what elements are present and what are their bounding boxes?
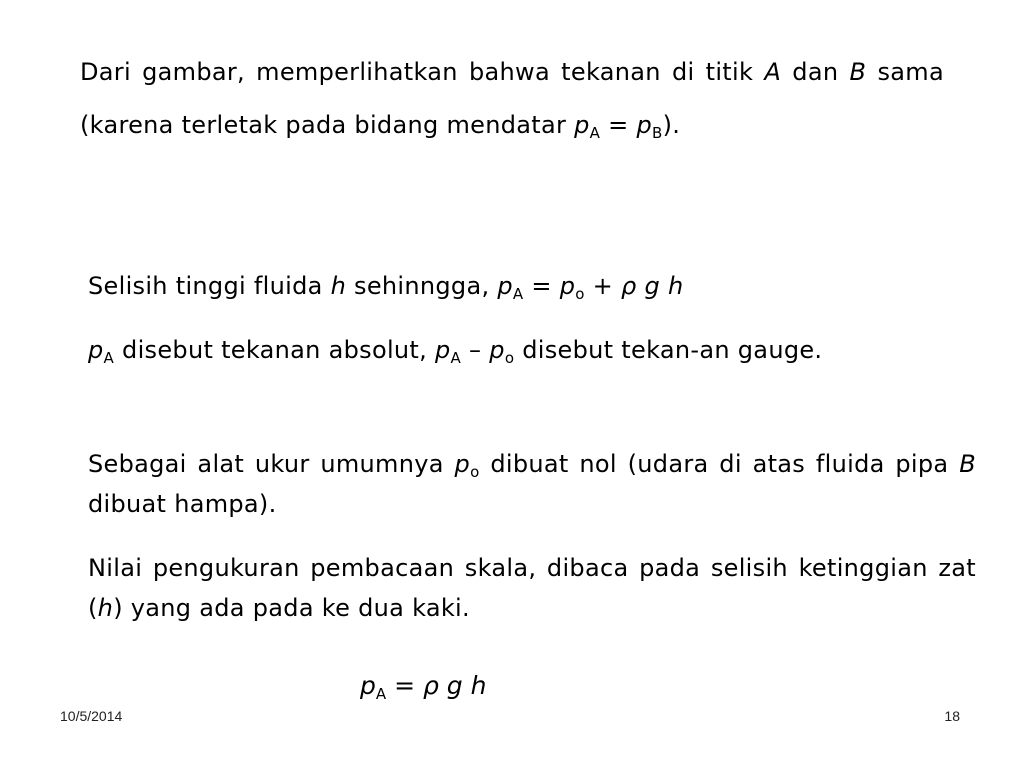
- var-b: B: [849, 58, 867, 86]
- alat-paragraph: [88, 444, 976, 524]
- subscript-o: o: [575, 285, 585, 303]
- var-p: p: [489, 336, 505, 364]
- var-p: p: [360, 671, 376, 700]
- rho-g-h: ρ g h: [621, 272, 684, 300]
- equals-sign: =: [386, 671, 423, 700]
- formula: [360, 666, 486, 706]
- g-h: g h: [438, 671, 487, 700]
- alat-text: dibuat nol (udara di atas fluida pipa: [479, 450, 960, 478]
- plus-sign: +: [584, 272, 622, 300]
- var-p: p: [435, 336, 451, 364]
- nilai-paragraph: [88, 548, 976, 628]
- var-h: h: [97, 594, 114, 622]
- subscript-a: A: [512, 285, 524, 303]
- var-p: p: [454, 450, 471, 478]
- var-h: h: [330, 272, 347, 300]
- intro-text: Dari gambar, memperlihatkan bahwa tekanan di titik: [80, 58, 765, 86]
- subscript-a: A: [450, 349, 462, 367]
- var-a: A: [764, 58, 782, 86]
- subscript-o: o: [470, 463, 480, 481]
- footer-date: 10/5/2014: [60, 708, 123, 724]
- equals-sign: =: [600, 111, 637, 139]
- subscript-o: o: [504, 349, 515, 367]
- rho-symbol: ρ: [422, 671, 439, 700]
- intro-text: dan: [781, 58, 850, 86]
- nilai-text: Nilai pengukuran pembacaan skala, dibaca pada selisih ketinggian zat (: [88, 554, 976, 622]
- subscript-a: A: [375, 685, 387, 703]
- var-b: B: [959, 450, 976, 478]
- absolut-paragraph: [88, 330, 976, 370]
- selisih-text: Selisih tinggi fluida: [88, 272, 331, 300]
- var-p: p: [574, 111, 590, 139]
- intro-paragraph: [80, 46, 944, 152]
- alat-text: dibuat hampa).: [88, 490, 277, 518]
- intro-text: sama (karena terletak pada bidang mendatar: [80, 58, 944, 139]
- var-p: p: [559, 272, 576, 300]
- selisih-text: sehinngga,: [346, 272, 498, 300]
- nilai-text: ) yang ada pada ke dua kaki.: [113, 594, 470, 622]
- intro-text: ).: [662, 111, 681, 139]
- minus-sign: –: [461, 336, 490, 364]
- footer-page-number: 18: [944, 708, 960, 724]
- var-p: p: [88, 336, 104, 364]
- absolut-text: disebut tekan-an gauge.: [514, 336, 823, 364]
- absolut-text: disebut tekanan absolut,: [114, 336, 435, 364]
- var-p: p: [497, 272, 513, 300]
- subscript-a: A: [589, 124, 601, 142]
- alat-text: Sebagai alat ukur umumnya: [88, 450, 455, 478]
- var-p: p: [636, 111, 652, 139]
- subscript-b: B: [652, 124, 663, 142]
- equals-sign: =: [523, 272, 560, 300]
- subscript-a: A: [103, 349, 115, 367]
- selisih-paragraph: [88, 266, 976, 306]
